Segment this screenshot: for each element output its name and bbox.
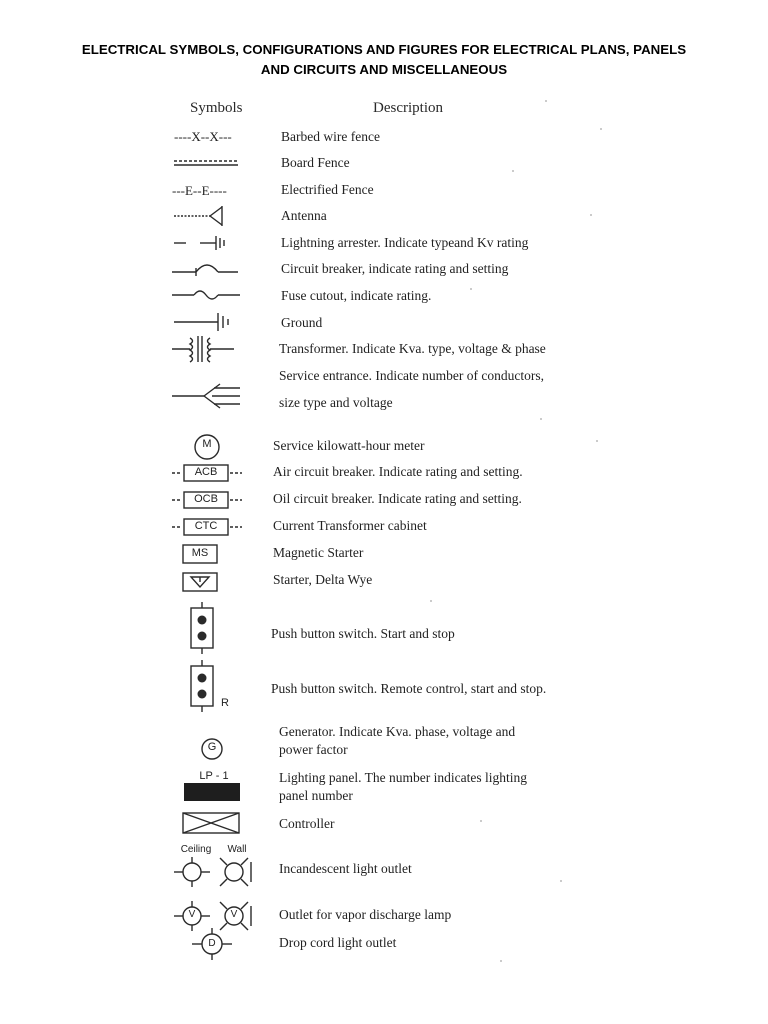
ocb-label: OCB	[194, 493, 218, 505]
desc-transformer: Transformer. Indicate Kva. type, voltage & phase	[279, 341, 546, 356]
lightning-arrester-symbol	[172, 233, 236, 253]
acb-label: ACB	[194, 466, 218, 478]
scan-speck	[545, 100, 547, 102]
push-button-remote-symbol	[184, 660, 220, 712]
scan-speck	[600, 128, 602, 130]
scan-speck	[470, 288, 472, 290]
wall-label: Wall	[227, 844, 247, 855]
desc-air-circuit-breaker: Air circuit breaker. Indicate rating and setting.	[273, 464, 523, 479]
drop-label: D	[208, 938, 216, 949]
scan-speck	[560, 880, 562, 882]
desc-circuit-breaker: Circuit breaker, indicate rating and setting	[281, 261, 509, 276]
desc-controller: Controller	[279, 816, 335, 831]
desc-current-transformer-cabinet: Current Transformer cabinet	[273, 518, 427, 533]
desc-incandescent-light-outlet: Incandescent light outlet	[279, 861, 412, 876]
starter-delta-wye-symbol	[180, 570, 220, 594]
scan-speck	[590, 214, 592, 216]
desc-service-entrance-line-2: size type and voltage	[279, 395, 393, 410]
desc-service-entrance: Service entrance. Indicate number of conductors,	[279, 368, 545, 383]
fuse-cutout-symbol	[170, 285, 244, 305]
scan-speck	[540, 418, 542, 420]
scan-speck	[596, 440, 598, 442]
desc-vapor-discharge-outlet: Outlet for vapor discharge lamp	[279, 907, 452, 922]
vapor-wall-label: V	[230, 909, 238, 920]
page-title	[0, 40, 768, 80]
antenna-symbol	[172, 204, 232, 228]
scan-speck	[480, 820, 482, 822]
desc-electrified-fence: Electrified Fence	[281, 182, 374, 197]
scan-speck	[500, 960, 502, 962]
title-line-1: ELECTRICAL SYMBOLS, CONFIGURATIONS AND FIGURES FOR ELECTRICAL PLANS, PANELS	[81, 42, 687, 57]
incandescent-wall-outlet-symbol	[214, 854, 260, 890]
meter-label: M	[202, 438, 212, 450]
desc-generator-line-2: power factor	[279, 742, 348, 757]
ms-label: MS	[191, 547, 209, 559]
desc-fuse-cutout: Fuse cutout, indicate rating.	[281, 288, 432, 303]
service-entrance-symbol	[170, 380, 246, 414]
lighting-panel-symbol	[184, 783, 240, 801]
circuit-breaker-symbol	[170, 258, 242, 278]
desc-starter-delta-wye: Starter, Delta Wye	[273, 572, 373, 587]
desc-board-fence: Board Fence	[281, 155, 350, 170]
desc-oil-circuit-breaker: Oil circuit breaker. Indicate rating and setting.	[273, 491, 522, 506]
electrified-fence-symbol: ---E--E----	[172, 183, 227, 198]
push-button-start-stop-symbol	[184, 602, 220, 654]
ground-symbol	[172, 311, 238, 333]
ctc-label: CTC	[194, 520, 218, 532]
desc-push-button-remote: Push button switch. Remote control, start and stop.	[271, 681, 547, 696]
desc-kwh-meter: Service kilowatt-hour meter	[273, 438, 425, 453]
incandescent-ceiling-outlet-symbol	[170, 854, 214, 890]
vapor-ceiling-label: V	[188, 909, 196, 920]
board-fence-symbol	[172, 156, 242, 170]
desc-push-button-start-stop: Push button switch. Start and stop	[271, 626, 455, 641]
remote-label: R	[221, 697, 229, 709]
desc-antenna: Antenna	[281, 208, 327, 223]
symbols-header: Symbols	[190, 100, 243, 116]
desc-drop-cord-light-outlet: Drop cord light outlet	[279, 935, 397, 950]
controller-symbol	[180, 810, 242, 836]
desc-lightning-arrester: Lightning arrester. Indicate typeand Kv rating	[281, 235, 529, 250]
ceiling-label: Ceiling	[180, 844, 212, 855]
transformer-symbol	[170, 334, 238, 364]
barbed-wire-fence-symbol: ----X--X---	[174, 129, 232, 144]
scan-speck	[512, 170, 514, 172]
lp-label: LP - 1	[199, 770, 229, 782]
desc-lighting-panel-line-2: panel number	[279, 788, 353, 803]
scan-speck	[430, 600, 432, 602]
generator-label: G	[207, 741, 217, 753]
title-line-2: AND CIRCUITS AND MISCELLANEOUS	[260, 62, 508, 77]
desc-ground: Ground	[281, 315, 323, 330]
desc-barbed-wire-fence: Barbed wire fence	[281, 129, 380, 144]
desc-magnetic-starter: Magnetic Starter	[273, 545, 364, 560]
desc-lighting-panel: Lighting panel. The number indicates lighting	[279, 770, 527, 785]
desc-generator: Generator. Indicate Kva. phase, voltage and	[279, 724, 516, 739]
description-header: Description	[373, 100, 443, 116]
